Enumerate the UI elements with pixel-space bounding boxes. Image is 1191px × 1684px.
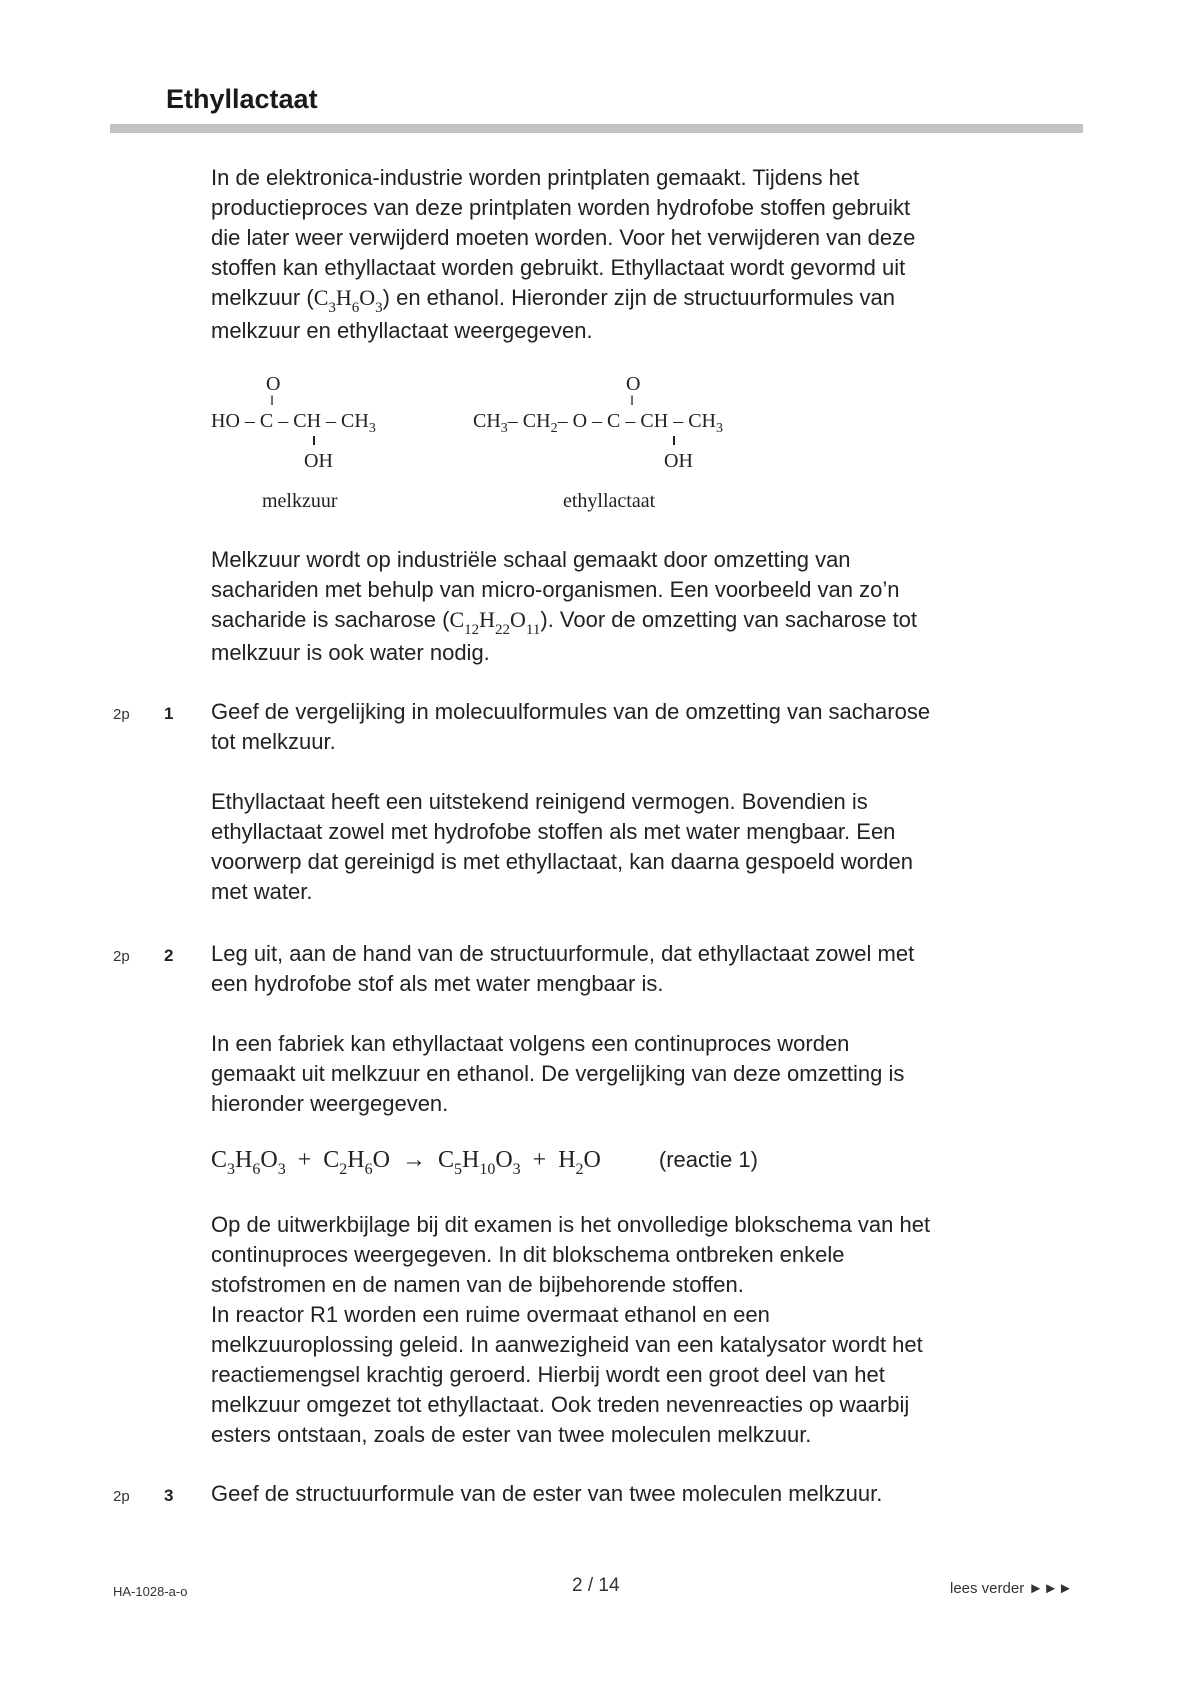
single-bond [313, 436, 315, 445]
question-points: 2p [113, 706, 130, 723]
reaction-label: (reactie 1) [658, 1147, 758, 1172]
carbonyl-oxygen: O [266, 373, 281, 395]
text-line: hieronder weergegeven. [211, 1091, 449, 1116]
formula-melkzuur: $C_3H_6O_3$ [313, 285, 383, 316]
question-points: 2p [113, 1488, 130, 1505]
double-bond: ǁ [630, 394, 634, 409]
question-number: 1 [164, 704, 174, 723]
text-line: melkzuur is ook water nodig. [211, 640, 490, 665]
melkzuur-chain: HO – C – CH – $CH_3$ [211, 410, 376, 436]
page-number: 2 / 14 [572, 1575, 620, 1596]
text-line: Melkzuur wordt op industriële schaal gemaakt door omzetting van [211, 547, 851, 572]
cleaning-paragraph [211, 787, 1071, 907]
hydroxyl-group: OH [304, 450, 333, 472]
factory-paragraph [211, 1029, 1071, 1119]
text-line: die later weer verwijderd moeten worden. Voor het verwijderen van deze [211, 225, 916, 250]
text-line: stofstromen en de namen van de bijbehorende stoffen. [211, 1272, 744, 1297]
reactant-ethanol: $C_2H_6O$ [323, 1147, 390, 1178]
hydroxyl-group: OH [664, 450, 693, 472]
formula-sacharose: $C_{12}H_{22}O_{11}$ [449, 607, 541, 638]
text-line: melkzuur en ethyllactaat weergegeven. [211, 318, 593, 343]
product-ethyllactaat: $C_5H_{10}O_3$ [437, 1147, 521, 1178]
question-number: 3 [164, 1486, 174, 1505]
sacharose-paragraph [211, 545, 1071, 668]
question-text: Geef de structuurformule van de ester van twee moleculen melkzuur. [211, 1481, 883, 1506]
process-paragraph [211, 1210, 1071, 1450]
carbonyl-oxygen: O [626, 373, 641, 395]
ethyllactaat-chain: $CH_3-$ $CH_2-$ O – C – CH – $CH_3$ [473, 410, 723, 436]
question-text: Geef de vergelijking in molecuulformules van de omzetting van sacharose tot melkzuur. [211, 699, 931, 754]
question-number: 2 [164, 946, 174, 965]
text-line: stoffen kan ethyllactaat worden gebruikt. Ethyllactaat wordt gevormd uit [211, 255, 906, 280]
text-line: Op de uitwerkbijlage bij dit examen is het onvolledige blokschema van het [211, 1212, 931, 1237]
text-line: melkzuur $(C_3H_6O_3)$ en ethanol. Hieronder zijn de structuurformules van [211, 285, 896, 316]
text-line: continuproces weergegeven. In dit blokschema ontbreken enkele [211, 1242, 845, 1267]
question-text: Leg uit, aan de hand van de structuurformule, dat ethyllactaat zowel met een hydrofobe stof als met water mengbaar is. [211, 941, 915, 996]
title-rule [110, 124, 1083, 133]
continue-indicator: lees verder ►►► [950, 1580, 1073, 1597]
text-line: melkzuur omgezet tot ethyllactaat. Ook treden nevenreacties op waarbij [211, 1392, 910, 1417]
text-line: ethyllactaat zowel met hydrofobe stoffen als met water mengbaar. Een [211, 819, 896, 844]
reactant-melkzuur: $C_3H_6O_3$ [211, 1147, 286, 1178]
text-line: productieproces van deze printplaten worden hydrofobe stoffen gebruikt [211, 195, 911, 220]
single-bond [673, 436, 675, 445]
text-line: sacharide is sacharose $(C_{12}H_{22}O_{11})$. Voor de omzetting van sacharose tot [211, 607, 918, 638]
text-line: met water. [211, 879, 313, 904]
text-line: In een fabriek kan ethyllactaat volgens een continuproces worden [211, 1031, 850, 1056]
text-line: melkzuuroplossing geleid. In aanwezigheid van een katalysator wordt het [211, 1332, 923, 1357]
text-line: Ethyllactaat heeft een uitstekend reinigend vermogen. Bovendien is [211, 789, 868, 814]
text-line: In de elektronica-industrie worden printplaten gemaakt. Tijdens het [211, 165, 860, 190]
question-points: 2p [113, 948, 130, 965]
page-title: Ethyllactaat [166, 84, 318, 114]
product-water: $H_2O$ [558, 1147, 601, 1178]
intro-paragraph [211, 163, 1071, 346]
text-line: In reactor R1 worden een ruime overmaat ethanol en een [211, 1302, 770, 1327]
reaction-equation: $C_3H_6O_3 + C_2H_6O \to C_5H_{10}O_3 + H_2O$ (reactie 1) [211, 1147, 758, 1178]
double-bond: ǁ [270, 394, 274, 409]
text-line: sachariden met behulp van micro-organismen. Een voorbeeld van zo’n [211, 577, 900, 602]
text-line: esters ontstaan, zoals de ester van twee moleculen melkzuur. [211, 1422, 812, 1447]
structure-label: ethyllactaat [563, 490, 656, 512]
exam-code: HA-1028-a-o [113, 1584, 188, 1599]
structure-label: melkzuur [262, 490, 338, 512]
reaction-arrow: → [401, 1147, 426, 1173]
text-line: voorwerp dat gereinigd is met ethyllactaat, kan daarna gespoeld worden [211, 849, 913, 874]
text-line: gemaakt uit melkzuur en ethanol. De vergelijking van deze omzetting is [211, 1061, 905, 1086]
text-line: reactiemengsel krachtig geroerd. Hierbij wordt een groot deel van het [211, 1362, 885, 1387]
